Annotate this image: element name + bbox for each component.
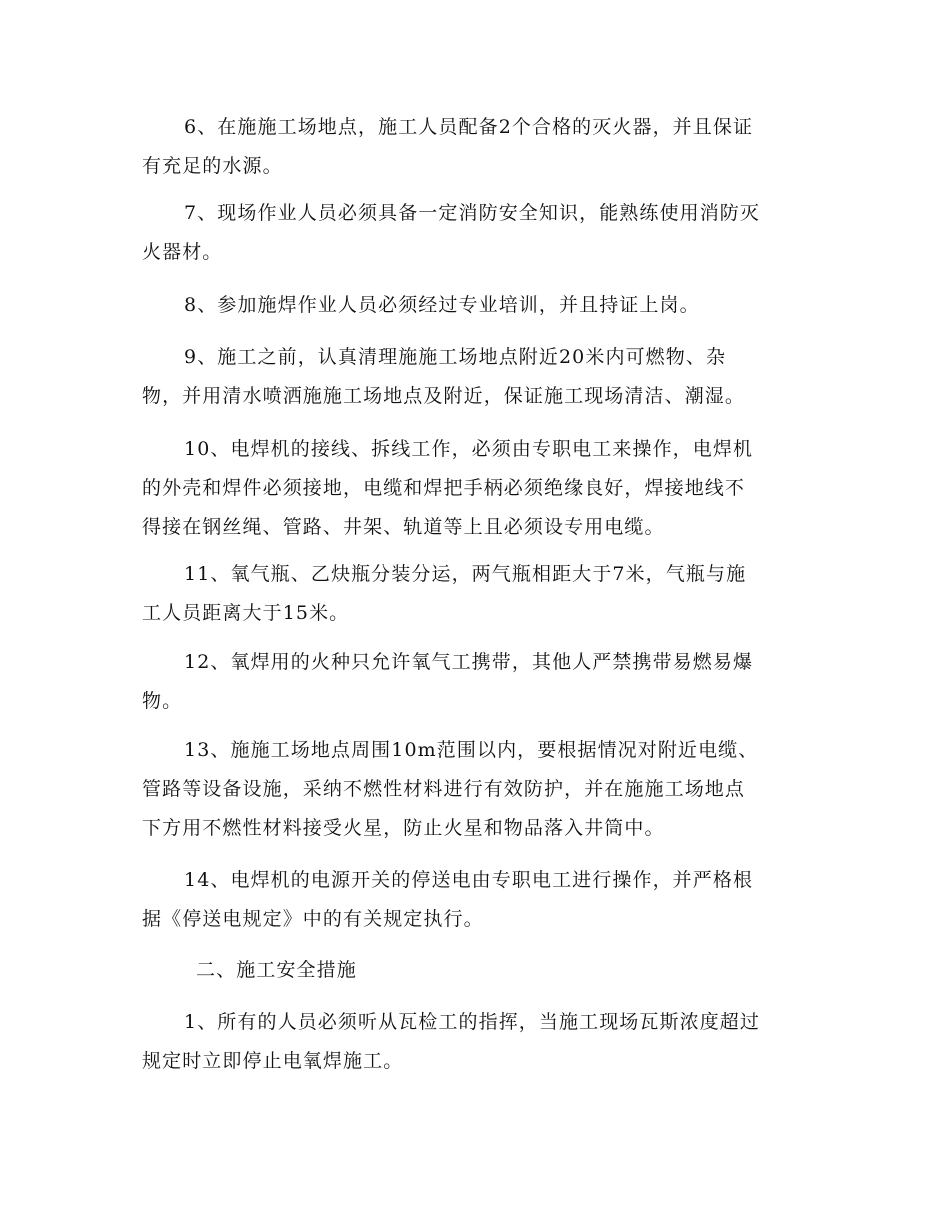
- text-line: 据《停送电规定》中的有关规定执行。: [142, 908, 484, 930]
- text-line: 10、电焊机的接线、拆线工作，必须由专职电工来操作，电焊机: [184, 438, 754, 460]
- paragraph-item-10: [142, 430, 812, 547]
- paragraph-item-6: [142, 108, 812, 186]
- paragraph-item-1: [142, 1003, 812, 1081]
- section-heading: [142, 951, 812, 990]
- text-line: 规定时立即停止电氧焊施工。: [142, 1050, 404, 1072]
- text-line: 9、施工之前，认真清理施施工场地点附近20米内可燃物、杂: [184, 346, 727, 368]
- text-line: 13、施施工场地点周围10m范围以内，要根据情况对附近电缆、: [184, 739, 759, 761]
- paragraph-item-14: [142, 861, 812, 939]
- paragraph-item-11: [142, 555, 812, 633]
- text-line: 火器材。: [142, 241, 223, 263]
- paragraph-item-7: [142, 194, 812, 272]
- text-line: 11、氧气瓶、乙炔瓶分装分运，两气瓶相距大于7米，气瓶与施: [184, 563, 747, 585]
- text-line: 下方用不燃性材料接受火星，防止火星和物品落入井筒中。: [142, 817, 665, 839]
- text-line: 12、氧焊用的火种只允许氧气工携带，其他人严禁携带易燃易爆: [184, 651, 754, 673]
- text-line: 物，并用清水喷洒施施工场地点及附近，保证施工现场清洁、潮湿。: [142, 385, 746, 407]
- text-line: 工人员距离大于15米。: [142, 602, 350, 624]
- text-line: 14、电焊机的电源开关的停送电由专职电工进行操作，并严格根: [184, 869, 754, 891]
- paragraph-item-13: [142, 731, 812, 848]
- paragraph-item-8: [142, 286, 812, 325]
- text-line: 8、参加施焊作业人员必须经过专业培训，并且持证上岗。: [184, 294, 700, 316]
- section-heading-text: 二、施工安全措施: [196, 959, 357, 981]
- text-line: 的外壳和焊件必须接地，电缆和焊把手柄必须绝缘良好，焊接地线不: [142, 477, 746, 499]
- text-line: 7、现场作业人员必须具备一定消防安全知识，能熟练使用消防灭: [184, 202, 760, 224]
- paragraph-item-12: [142, 643, 812, 721]
- text-line: 物。: [142, 690, 183, 712]
- text-line: 6、在施施工场地点，施工人员配备2个合格的灭火器，并且保证: [184, 116, 754, 138]
- paragraph-item-9: [142, 338, 812, 416]
- text-line: 管路等设备设施，采纳不燃性材料进行有效防护，并在施施工场地点: [142, 778, 746, 800]
- text-line: 有充足的水源。: [142, 155, 283, 177]
- text-line: 1、所有的人员必须听从瓦检工的指挥，当施工现场瓦斯浓度超过: [184, 1011, 760, 1033]
- text-line: 得接在钢丝绳、管路、井架、轨道等上且必须设专用电缆。: [142, 516, 665, 538]
